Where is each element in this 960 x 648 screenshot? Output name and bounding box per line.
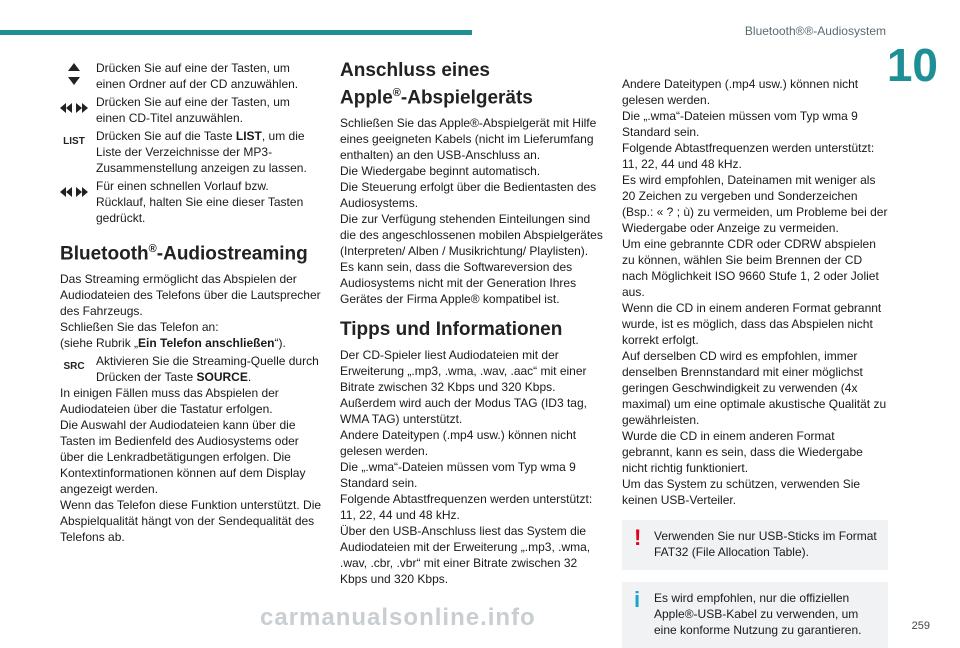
info-paragraph-5: Um eine gebrannte CDR oder CDRW abspielen zu können, wählen Sie beim Brennen der CD nach Möglichkeit ISO 9660 Stufe 1, 2 oder Joliet aus. [622,237,879,299]
warning-icon: ! [634,525,642,550]
header-accent-bar [0,30,472,35]
column-3 [622,76,888,648]
tips-paragraph-1: Der CD-Spieler liest Audiodateien mit der Erweiterung „.mp3, .wma, .wav, .aac“ mit einer Bitrate zwischen 32 Kbps und 320 Kbps. [340,348,587,395]
bt-paragraph-2: Schließen Sie das Telefon an: [60,320,219,335]
fast-forward-row [60,178,322,226]
tips-paragraph-2: Außerdem wird auch der Modus TAG (ID3 tag, WMA TAG) unterstützt. [340,396,587,427]
chapter-number: 10 [886,39,938,91]
column-1 [60,60,322,545]
tips-paragraph-6: Über den USB-Anschluss liest das System die Audiodateien mit der Erweiterung „.mp3, .wma, .wav, .cbr, .vbr“ mit einer Bitrate zwischen 32 Kbps und 320 Kbps. [340,524,591,587]
warning-text: Verwenden Sie nur USB-Sticks im Format FAT32 (File Allocation Table). [654,529,877,559]
apple-heading: Anschluss eines Apple®-Abspielgeräts [340,60,533,109]
info-paragraph-3: Folgende Abtastfrequenzen werden unterstützt: 11, 22, 44 und 48 kHz. [622,141,875,171]
warning-note [622,520,888,570]
source-text: Aktivieren Sie die Streaming-Quelle durch Drücken der Taste SOURCE. [96,354,319,385]
list-button-icon: LIST [63,136,85,147]
bt-paragraph-1: Das Streaming ermöglicht das Abspielen der Audiodateien des Telefons über die Lautsprecher des Fahrzeugs. [60,272,321,319]
apple-paragraph-5: Es kann sein, dass die Softwareversion des Audiosystems nicht mit der Generation Ihres Gerätes der Firma Apple® kompatibel ist. [340,260,577,307]
tips-paragraph-3: Andere Dateitypen (.mp4 usw.) können nicht gelesen werden. [340,428,577,459]
src-button-icon: SRC [63,361,85,373]
folder-select-text: Drücken Sie auf eine der Tasten, um einen Ordner auf der CD anzuwählen. [96,61,299,91]
bt-paragraph-6: Die Auswahl der Audiodateien kann über die Tasten im Bedienfeld des Audiosystems oder über die Lenkradbetätigungen erfolgen. Die Kontextinformationen können auf dem Display angezeigt werden. [60,418,306,497]
info-note [622,582,888,648]
tips-paragraph-4: Die „.wma“-Dateien müssen vom Typ wma 9 Standard sein. [340,460,576,491]
folder-select-row [60,60,322,92]
info-paragraph-9: Um das System zu schützen, verwenden Sie keinen USB-Verteiler. [622,477,861,507]
info-paragraph-7: Auf derselben CD wird es empfohlen, immer denselben Brennstandard mit einer möglichst geringen Geschwindigkeit zu verwenden (4x maximal) um eine optimale akustische Qualität zu gewährleisten. [622,349,887,427]
info-paragraph-1: Andere Dateitypen (.mp4 usw.) können nicht gelesen werden. [622,77,859,107]
bt-paragraph-5: In einigen Fällen muss das Abspielen der Audiodateien über die Tastatur erfolgen. [60,386,279,417]
column-2 [340,60,605,587]
bt-paragraph-3: (siehe Rubrik „Ein Telefon anschließen“). [60,336,286,351]
tips-heading: Tipps und Informationen [340,319,563,341]
list-text: Drücken Sie auf die Taste LIST, um die Liste der Verzeichnisse der MP3-Zusammenstellung anzeigen zu lassen. [96,129,307,175]
fast-forward-rewind-icon [60,178,88,206]
apple-paragraph-2: Die Wiedergabe beginnt automatisch. [340,164,541,179]
watermark: carmanualsonline.info [260,604,536,631]
tips-paragraph-5: Folgende Abtastfrequenzen werden unterstützt: 11, 22, 44 und 48 kHz. [340,492,593,523]
source-row [60,353,322,385]
list-row [60,128,322,176]
info-paragraph-4: Es wird empfohlen, Dateinamen mit weniger als 20 Zeichen zu vergeben und Sonderzeichen (Bsp.: « ? ; ù) zu vermeiden, um Probleme bei der Wiedergabe oder Anzeige zu vermeiden. [622,173,888,235]
track-select-text: Drücken Sie auf eine der Tasten, um einen CD-Titel anzuwählen. [96,95,290,125]
apple-paragraph-1: Schließen Sie das Apple®-Abspielgerät mit Hilfe eines geeigneten Kabels (nicht im Lieferumfang enthalten) an den USB-Anschluss an. [340,116,597,163]
info-icon: i [634,587,641,612]
fast-forward-text: Für einen schnellen Vorlauf bzw. Rücklauf, halten Sie eine dieser Tasten gedrückt. [96,179,304,225]
page-number: 259 [911,620,930,632]
track-select-row [60,94,322,126]
bt-paragraph-7: Wenn das Telefon diese Funktion unterstützt. Die Abspielqualität hängt von der Sendequalität des Telefons ab. [60,498,322,545]
apple-paragraph-3: Die Steuerung erfolgt über die Bedientasten des Audiosystems. [340,180,597,211]
info-paragraph-8: Wurde die CD in einem anderen Format gebrannt, kann es sein, dass die Wiedergabe nicht richtig funktioniert. [622,429,863,475]
info-paragraph-2: Die „.wma“-Dateien müssen vom Typ wma 9 Standard sein. [622,109,858,139]
info-paragraph-6: Wenn die CD in einem anderen Format gebrannt wurde, ist es möglich, dass das Abspielen nicht korrekt erfolgt. [622,301,882,347]
info-text: Es wird empfohlen, nur die offiziellen Apple®-USB-Kabel zu verwenden, um eine konforme Nutzung zu garantieren. [654,591,862,637]
up-down-arrows-icon [60,60,88,88]
prev-next-track-icon [60,94,88,122]
bluetooth-streaming-heading: Bluetooth®-Audiostreaming [60,243,308,265]
page-header-title: Bluetooth®®-Audiosystem [744,24,886,38]
apple-paragraph-4: Die zur Verfügung stehenden Einteilungen sind die des angeschlossenen mobilen Abspielgerätes (Interpreten/ Alben / Musikrichtung/ Playlisten). [340,212,603,259]
